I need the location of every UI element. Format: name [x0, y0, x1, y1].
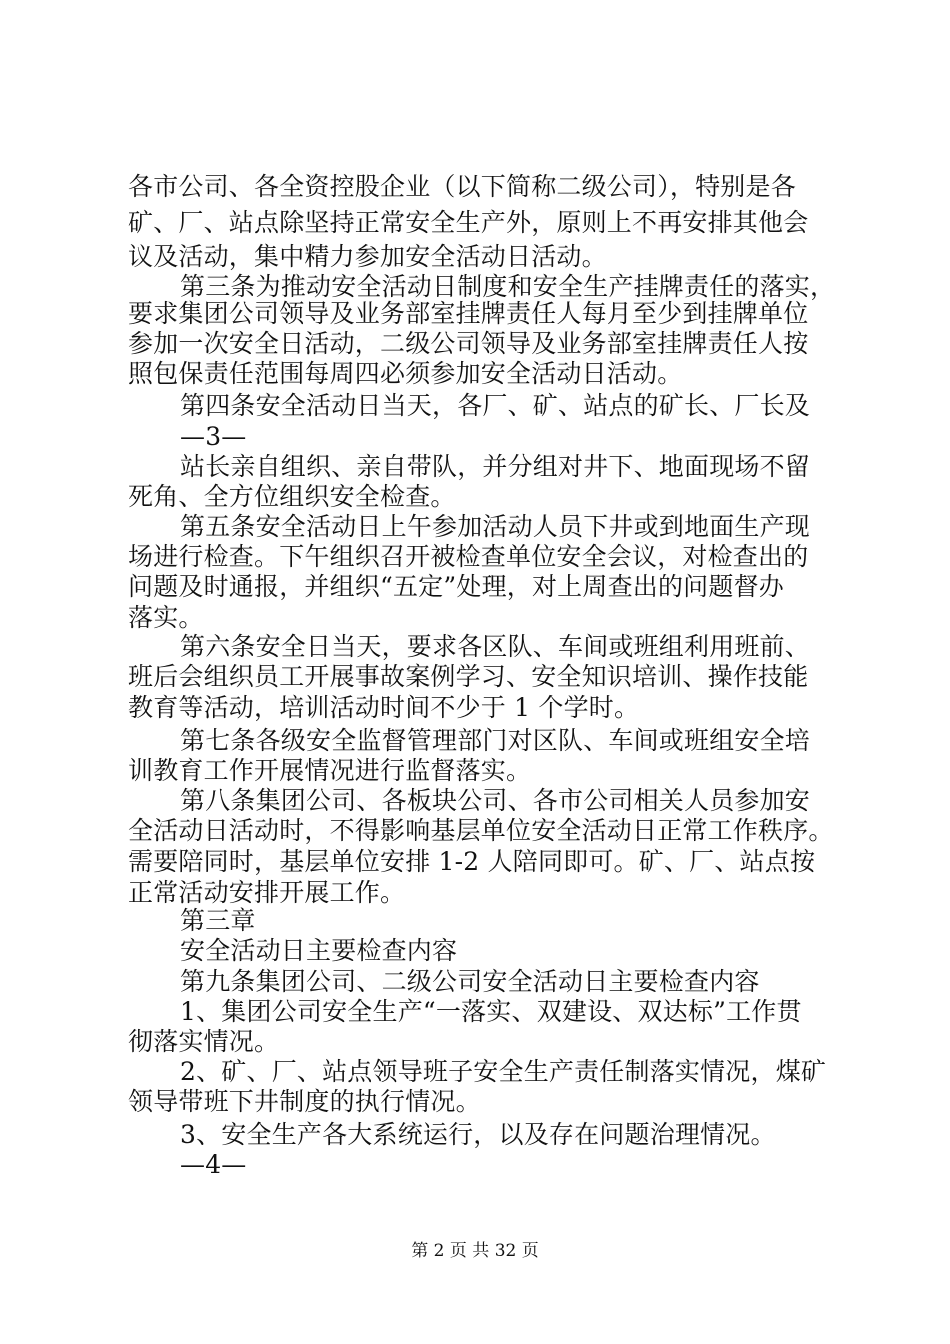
body-text-line: 矿、厂、站点除坚持正常安全生产外，原则上不再安排其他会 [128, 208, 809, 237]
body-text-line: 3、安全生产各大系统运行，以及存在问题治理情况。 [180, 1120, 776, 1149]
body-text-line: 班后会组织员工开展事故案例学习、安全知识培训、操作技能 [128, 662, 809, 691]
body-text-line: 彻落实情况。 [128, 1027, 280, 1056]
body-text-line: 参加一次安全日活动，二级公司领导及业务部室挂牌责任人按 [128, 329, 809, 358]
body-text-line: 第八条集团公司、各板块公司、各市公司相关人员参加安 [180, 786, 811, 815]
body-text-line: 站长亲自组织、亲自带队，并分组对井下、地面现场不留 [180, 452, 811, 481]
body-text-line: 要求集团公司领导及业务部室挂牌责任人每月至少到挂牌单位 [128, 299, 809, 328]
body-text-line: 正常活动安排开展工作。 [128, 878, 406, 907]
body-text-line: 第三条为推动安全活动日制度和安全生产挂牌责任的落实， [180, 272, 836, 301]
body-text-line: 第四条安全活动日当天，各厂、矿、站点的矿长、厂长及 [180, 391, 811, 420]
body-text-line: 需要陪同时，基层单位安排 1-2 人陪同即可。矿、厂、站点按 [128, 847, 816, 876]
body-text-line: 各市公司、各全资控股企业（以下简称二级公司），特别是各 [128, 172, 796, 201]
body-text-line: 落实。 [128, 603, 204, 632]
body-text-line: 2、矿、厂、站点领导班子安全生产责任制落实情况，煤矿 [180, 1057, 827, 1086]
body-text-line: 1、集团公司安全生产“一落实、双建设、双达标”工作贯 [180, 997, 802, 1026]
body-text-line: 照包保责任范围每周四必须参加安全活动日活动。 [128, 359, 683, 388]
body-text-line: 议及活动，集中精力参加安全活动日活动。 [128, 242, 607, 271]
body-text-line: 教育等活动，培训活动时间不少于 1 个学时。 [128, 693, 640, 722]
body-text-line: 第九条集团公司、二级公司安全活动日主要检查内容 [180, 967, 760, 996]
page-number-marker: —4— [180, 1150, 247, 1179]
body-text-line: 第六条安全日当天，要求各区队、车间或班组利用班前、 [180, 632, 811, 661]
page-number-marker: —3— [180, 422, 247, 451]
body-text-line: 问题及时通报，并组织“五定”处理，对上周查出的问题督办 [128, 572, 784, 601]
body-text-line: 第七条各级安全监督管理部门对区队、车间或班组安全培 [180, 726, 811, 755]
chapter-title: 安全活动日主要检查内容 [180, 936, 458, 965]
body-text-line: 训教育工作开展情况进行监督落实。 [128, 756, 532, 785]
page-footer: 第 2 页 共 32 页 [411, 1241, 539, 1261]
chapter-heading: 第三章 [180, 906, 256, 935]
body-text-line: 领导带班下井制度的执行情况。 [128, 1087, 481, 1116]
body-text-line: 全活动日活动时，不得影响基层单位安全活动日正常工作秩序。 [128, 816, 834, 845]
body-text-line: 死角、全方位组织安全检查。 [128, 482, 456, 511]
body-text-line: 场进行检查。下午组织召开被检查单位安全会议，对检查出的 [128, 542, 809, 571]
body-text-line: 第五条安全活动日上午参加活动人员下井或到地面生产现 [180, 512, 811, 541]
